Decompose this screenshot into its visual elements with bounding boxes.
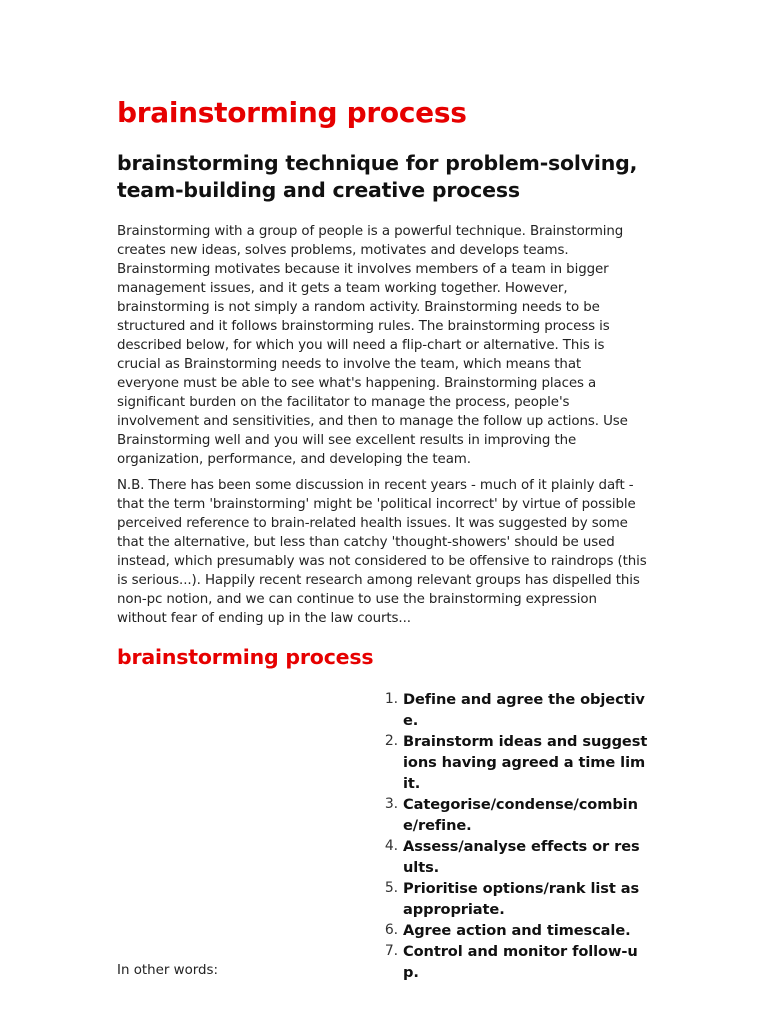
section-title: brainstorming process xyxy=(117,645,374,669)
step-number: 5. xyxy=(384,880,398,896)
step-text: Agree action and timescale. xyxy=(403,922,631,939)
list-item xyxy=(384,836,648,878)
step-text: Control and monitor follow-up. xyxy=(403,943,638,981)
step-number: 2. xyxy=(384,733,398,749)
step-text: Assess/analyse effects or results. xyxy=(403,838,640,876)
process-steps-list xyxy=(384,689,648,983)
page-subtitle: brainstorming technique for problem-solving, team-building and creative process xyxy=(117,151,638,202)
list-item xyxy=(384,920,648,941)
list-item xyxy=(384,731,648,794)
list-item xyxy=(384,941,648,983)
outro-text: In other words: xyxy=(117,963,219,978)
step-text: Define and agree the objective. xyxy=(403,691,645,729)
step-text: Brainstorm ideas and suggestions having agreed a time limit. xyxy=(403,733,648,792)
step-number: 4. xyxy=(384,838,398,854)
nb-paragraph: N.B. There has been some discussion in recent years - much of it plainly daft - that the term 'brainstorming' might be 'political incorrect' by virtue of possible perceived reference to brain-related health issues. It was suggested by some that the alternative, but less than catchy 'thought-showers' should be used instead, which presumably was not considered to be offensive to raindrops (this is serious...). Happily recent research among relevant groups has dispelled this non-pc notion, and we can continue to use the brainstorming expression without fear of ending up in the law courts... xyxy=(117,478,647,626)
step-number: 6. xyxy=(384,922,398,938)
list-item xyxy=(384,794,648,836)
intro-paragraph: Brainstorming with a group of people is a powerful technique. Brainstorming creates new ideas, solves problems, motivates and develops teams. Brainstorming motivates because it involves members of a team in bigger management issues, and it gets a team working together. However, brainstorming is not simply a random activity. Brainstorming needs to be structured and it follows brainstorming rules. The brainstorming process is described below, for which you will need a flip-chart or alternative. This is crucial as Brainstorming needs to involve the team, which means that everyone must be able to see what's happening. Brainstorming places a significant burden on the facilitator to manage the process, people's involvement and sensitivities, and then to manage the follow up actions. Use Brainstorming well and you will see excellent results in improving the organization, performance, and developing the team. xyxy=(117,224,628,467)
list-item xyxy=(384,878,648,920)
step-text: Prioritise options/rank list as appropriate. xyxy=(403,880,640,918)
step-number: 3. xyxy=(384,796,398,812)
list-item xyxy=(384,689,648,731)
step-text: Categorise/condense/combine/refine. xyxy=(403,796,638,834)
step-number: 1. xyxy=(384,691,398,707)
step-number: 7. xyxy=(384,943,398,959)
page-title: brainstorming process xyxy=(117,96,467,129)
